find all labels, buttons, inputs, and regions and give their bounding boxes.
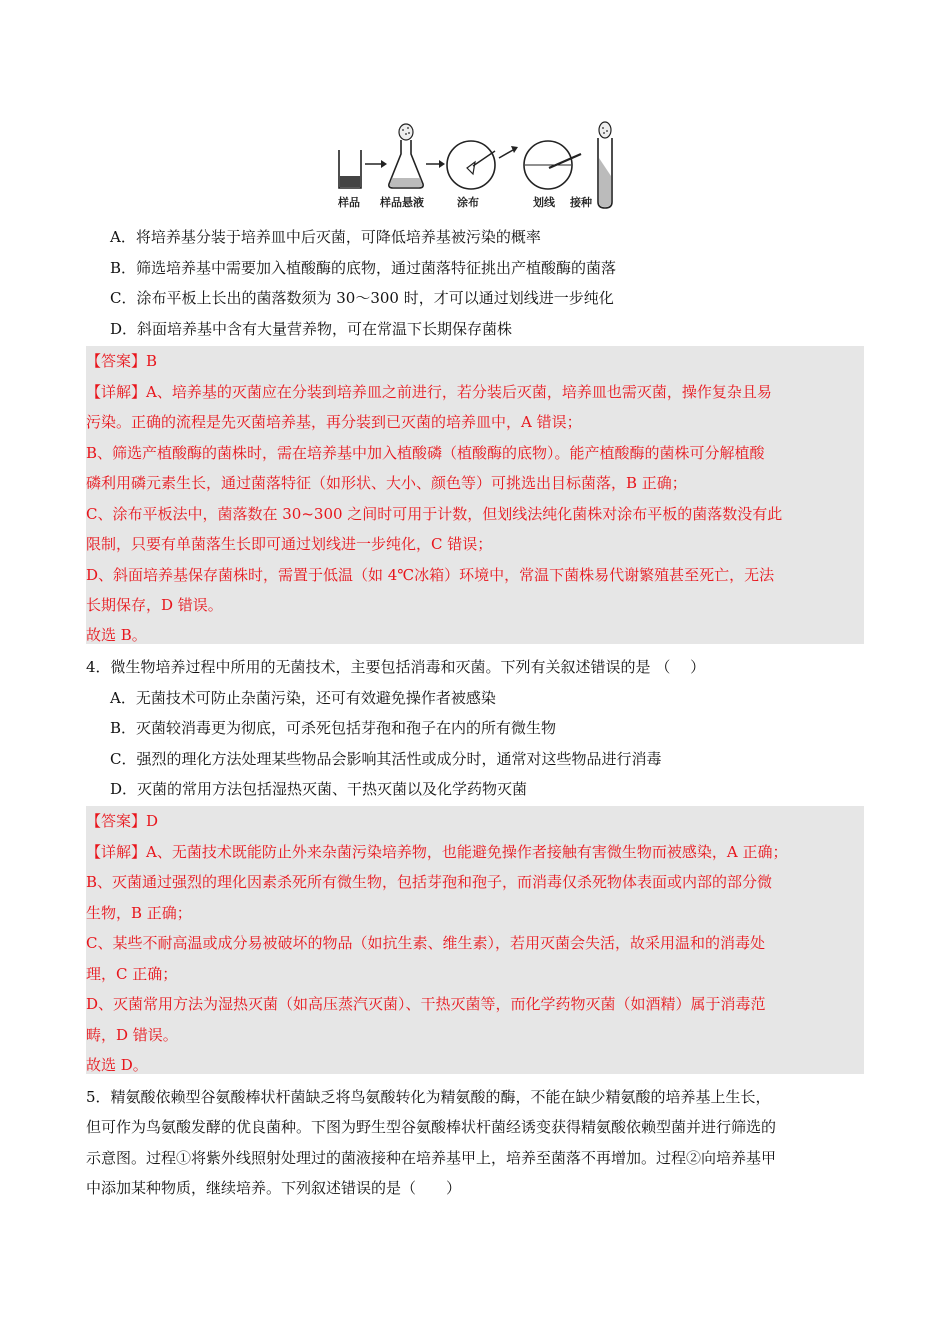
q3-detail-line: 磷利用磷元素生长，通过菌落特征（如形状、大小、颜色等）可挑选出目标菌落，B 正确；: [86, 474, 687, 492]
q3-detail-line: 【详解】A、培养基的灭菌应在分装到培养皿之前进行，若分装后灭菌，培养皿也需灭菌，操作复杂且易: [86, 383, 772, 401]
q5-stem-line: 中添加某种物质，继续培养。下列叙述错误的是（ ）: [86, 1179, 462, 1197]
q3-detail-line: 长期保存，D 错误。: [86, 596, 223, 614]
q3-detail-line: D、斜面培养基保存菌株时，需置于低温（如 4℃冰箱）环境中，常温下菌株易代谢繁殖甚至死亡，无法: [86, 566, 775, 584]
label-sample-suspension: 样品悬液: [380, 196, 424, 209]
q3-detail-line: B、筛选产植酸酶的菌株时，需在培养基中加入植酸磷（植酸酶的底物）。能产植酸酶的菌株可分解植酸: [86, 444, 765, 462]
q4-detail-line: 【详解】A、无菌技术既能防止外来杂菌污染培养物，也能避免操作者接触有害微生物而被感染，A 正确；: [86, 843, 788, 861]
label-spread: 涂布: [457, 196, 479, 209]
label-sample: 样品: [338, 196, 360, 209]
label-streak: 划线: [533, 196, 555, 209]
beaker-icon: [339, 150, 361, 188]
q4-detail-line: C、某些不耐高温或成分易被破坏的物品（如抗生素、维生素），若用灭菌会失活，故采用温和的消毒处: [86, 934, 765, 952]
q3-option-b: B．筛选培养基中需要加入植酸酶的底物，通过菌落特征挑出产植酸酶的菌落: [110, 259, 617, 277]
q4-option-a: A．无菌技术可防止杂菌污染，还可有效避免操作者被感染: [110, 689, 496, 707]
q4-answer: 【答案】D: [86, 812, 159, 830]
q3-option-a: A．将培养基分装于培养皿中后灭菌，可降低培养基被污染的概率: [110, 228, 541, 246]
flask-icon: [389, 124, 423, 188]
q3-option-d: D．斜面培养基中含有大量营养物，可在常温下长期保存菌株: [110, 320, 513, 338]
arrow-icon: [499, 146, 518, 158]
q3-detail-line: 污染。正确的流程是先灭菌培养基，再分装到已灭菌的培养皿中，A 错误；: [86, 413, 582, 431]
q3-detail-line: 故选 B。: [86, 626, 147, 644]
q3-detail-line: C、涂布平板法中，菌落数在 30~300 之间时可用于计数，但划线法纯化菌株对涂布平板的菌落数没有此: [86, 505, 783, 523]
arrow-icon: [365, 160, 387, 168]
q4-detail-line: 生物，B 正确；: [86, 904, 192, 922]
q4-answer-block: [86, 806, 864, 1074]
q3-answer: 【答案】B: [86, 352, 158, 370]
petri-dish-streak-icon: [524, 141, 581, 189]
q5-stem-line: 但可作为鸟氨酸发酵的优良菌种。下图为野生型谷氨酸棒状杆菌经诱变获得精氨酸依赖型菌并进行筛选的: [86, 1118, 777, 1136]
q4-option-b: B．灭菌较消毒更为彻底，可杀死包括芽孢和孢子在内的所有微生物: [110, 719, 557, 737]
q5-stem-line: 示意图。过程①将紫外线照射处理过的菌液接种在培养基甲上，培养至菌落不再增加。过程②向培养基甲: [86, 1149, 777, 1167]
q4-detail-line: 故选 D。: [86, 1056, 148, 1074]
q4-detail-line: B、灭菌通过强烈的理化因素杀死所有微生物，包括芽孢和孢子，而消毒仅杀死物体表面或内部的部分微: [86, 873, 773, 891]
q4-detail-line: 畴，D 错误。: [86, 1026, 178, 1044]
q4-stem: 4．微生物培养过程中所用的无菌技术，主要包括消毒和灭菌。下列有关叙述错误的是 （ ）: [86, 658, 706, 676]
q3-option-c: C．涂布平板上长出的菌落数须为 30～300 时，才可以通过划线进一步纯化: [110, 289, 614, 307]
q4-option-d: D．灭菌的常用方法包括湿热灭菌、干热灭菌以及化学药物灭菌: [110, 780, 528, 798]
q4-option-c: C．强烈的理化方法处理某些物品会影响其活性或成分时，通常对这些物品进行消毒: [110, 750, 662, 768]
label-inoculate: 接种: [570, 196, 592, 209]
test-tube-icon: [598, 122, 612, 208]
petri-dish-spread-icon: [447, 141, 495, 189]
arrow-icon: [426, 160, 445, 168]
procedure-diagram: [335, 118, 620, 214]
q5-stem-line: 5．精氨酸依赖型谷氨酸棒状杆菌缺乏将鸟氨酸转化为精氨酸的酶，不能在缺少精氨酸的培养基上生长，: [86, 1088, 771, 1106]
q4-detail-line: 理，C 正确；: [86, 965, 178, 983]
q3-answer-block: [86, 346, 864, 644]
q3-detail-line: 限制，只要有单菌落生长即可通过划线进一步纯化，C 错误；: [86, 535, 493, 553]
q4-detail-line: D、灭菌常用方法为湿热灭菌（如高压蒸汽灭菌）、干热灭菌等，而化学药物灭菌（如酒精）属于消毒范: [86, 995, 766, 1013]
